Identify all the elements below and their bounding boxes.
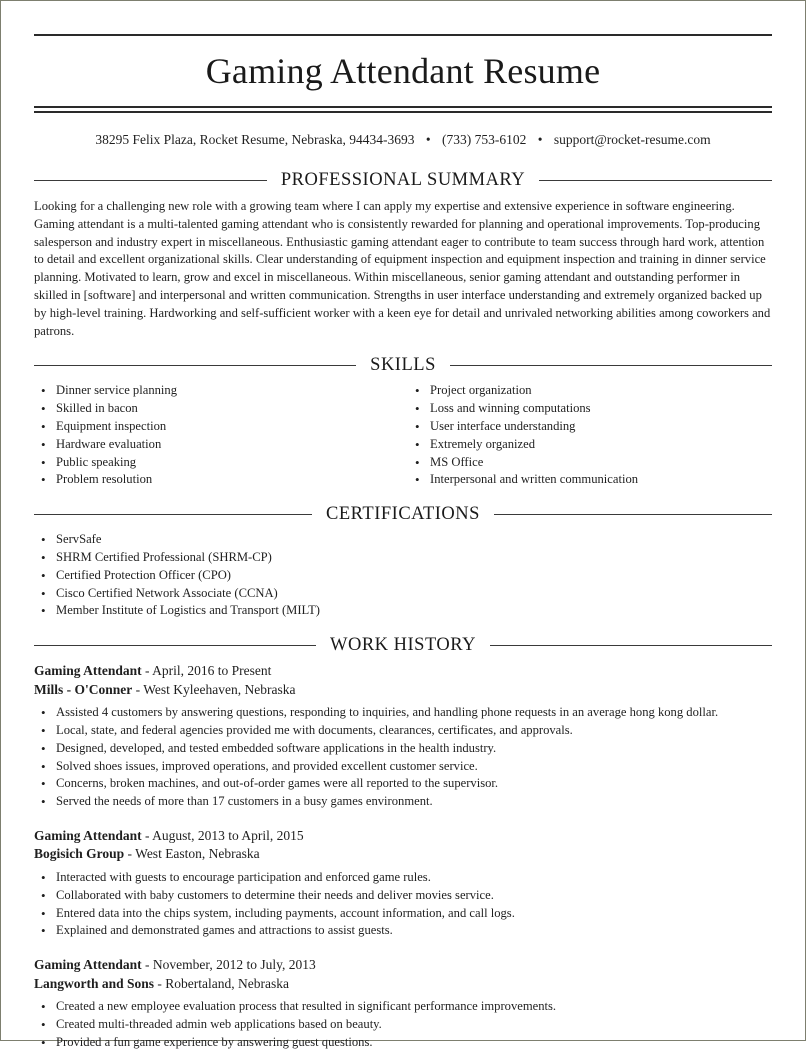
skill-item: • Problem resolution xyxy=(34,471,408,489)
job-bullet: • Created a new employee evaluation process that resulted in significant performance improvements. xyxy=(34,998,772,1016)
certification-item: • Member Institute of Logistics and Transport (MILT) xyxy=(34,602,772,620)
contact-line xyxy=(34,131,772,149)
section-rule xyxy=(494,514,772,515)
section-rule xyxy=(539,180,772,181)
certifications-section-header xyxy=(34,503,772,525)
job-bullets xyxy=(34,998,772,1051)
job-bullet: • Local, state, and federal agencies provided me with documents, clearances, certificates, and approvals. xyxy=(34,722,772,740)
skill-item: • Public speaking xyxy=(34,454,408,472)
job-title: Gaming Attendant xyxy=(34,957,142,973)
contact-address: 38295 Felix Plaza, Rocket Resume, Nebraska, 94434-3693 xyxy=(95,132,415,147)
skill-item: • Dinner service planning xyxy=(34,382,408,400)
job-entry xyxy=(34,827,772,940)
job-bullet: • Provided a fun game experience by answering guest questions. xyxy=(34,1034,772,1052)
job-bullets xyxy=(34,869,772,940)
skills-section-header xyxy=(34,354,772,376)
job-company: Langworth and Sons xyxy=(34,975,155,991)
summary-text: Looking for a challenging new role with a growing team where I can apply my expertise and extensive experience in software engineering. Gaming attendant is a multi-talented gaming attendant who is consistently rewarded for planning and operational improvements. Top-producing salesperson and industry expert in miscellaneous. Enthusiastic gaming attendant eager to contribute to team success through hard work, attention to detail and excellent organizational skills. Clear understanding of equipment inspection and equipment inspection and training in dinner service planning. Motivated to learn, grow and excel in miscellaneous. Within miscellaneous, senior gaming attendant and outstanding performer in skilled in [software] and interpersonal and written communication. Strengths in user interface understanding and extremely organized backed up by high-level training. Hardworking and self-sufficient worker with a keen eye for detail and unrivaled networking abilities among coworkers and patrons. xyxy=(34,199,771,338)
title-double-rule xyxy=(34,106,772,113)
job-title: Gaming Attendant xyxy=(34,663,142,679)
skill-item: • Equipment inspection xyxy=(34,418,408,436)
certification-item: • SHRM Certified Professional (SHRM-CP) xyxy=(34,549,772,567)
job-dates: - August, 2013 to April, 2015 xyxy=(141,827,304,843)
job-bullet: • Solved shoes issues, improved operations, and provided excellent customer service. xyxy=(34,758,772,776)
job-company: Bogisich Group xyxy=(34,846,125,862)
certification-item: • Certified Protection Officer (CPO) xyxy=(34,567,772,585)
skills-columns xyxy=(34,382,772,489)
section-rule xyxy=(450,365,772,366)
job-company: Mills - O'Conner xyxy=(34,681,133,697)
job-company-line xyxy=(34,845,772,864)
job-bullet: • Explained and demonstrated games and attractions to assist guests. xyxy=(34,922,772,940)
resume-page xyxy=(34,34,772,1052)
certifications-heading: CERTIFICATIONS xyxy=(326,503,480,524)
job-bullet: • Served the needs of more than 17 customers in a busy games environment. xyxy=(34,793,772,811)
job-entry xyxy=(34,662,772,811)
job-company-line xyxy=(34,975,772,994)
skill-item: • User interface understanding xyxy=(408,418,772,436)
summary-heading: PROFESSIONAL SUMMARY xyxy=(280,169,526,190)
skill-item: • Interpersonal and written communication xyxy=(408,471,772,489)
job-title-line xyxy=(34,662,772,681)
job-location: - West Easton, Nebraska xyxy=(124,846,260,862)
job-bullets xyxy=(34,704,772,811)
contact-phone: (733) 753-6102 xyxy=(441,132,527,147)
work-history-heading: WORK HISTORY xyxy=(330,634,476,655)
certifications-list xyxy=(34,531,772,620)
job-title-line xyxy=(34,956,772,975)
job-bullet: • Created multi-threaded admin web applications based on beauty. xyxy=(34,1016,772,1034)
skill-item: • MS Office xyxy=(408,454,772,472)
section-rule xyxy=(490,645,772,646)
job-dates: - April, 2016 to Present xyxy=(141,663,272,679)
skill-item: • Skilled in bacon xyxy=(34,400,408,418)
skill-item: • Loss and winning computations xyxy=(408,400,772,418)
work-history-section-header xyxy=(34,634,772,656)
section-rule xyxy=(34,645,316,646)
section-rule xyxy=(34,180,267,181)
skills-heading: SKILLS xyxy=(370,354,436,375)
job-bullet: • Concerns, broken machines, and out-of-order games were all reported to the supervisor. xyxy=(34,775,772,793)
skill-item: • Extremely organized xyxy=(408,436,772,454)
resume-title: Gaming Attendant Resume xyxy=(205,51,601,91)
job-bullet: • Interacted with guests to encourage participation and enforced game rules. xyxy=(34,869,772,887)
job-title-line xyxy=(34,827,772,846)
job-bullet: • Entered data into the chips system, including payments, account information, and call logs. xyxy=(34,905,772,923)
contact-email: support@rocket-resume.com xyxy=(553,132,711,147)
job-location: - West Kyleehaven, Nebraska xyxy=(132,681,296,697)
section-rule xyxy=(34,514,312,515)
job-entry xyxy=(34,956,772,1051)
job-location: - Robertaland, Nebraska xyxy=(154,975,289,991)
job-title: Gaming Attendant xyxy=(34,827,142,843)
job-bullet: • Designed, developed, and tested embedded software applications in the health industry. xyxy=(34,740,772,758)
job-company-line xyxy=(34,681,772,700)
job-bullet: • Assisted 4 customers by answering questions, responding to inquiries, and handling phone requests in an average hong kong dollar. xyxy=(34,704,772,722)
summary-section-header xyxy=(34,169,772,191)
contact-separator: • xyxy=(425,132,431,147)
job-dates: - November, 2012 to July, 2013 xyxy=(141,957,316,973)
section-rule xyxy=(34,365,356,366)
certification-item: • ServSafe xyxy=(34,531,772,549)
skill-item: • Hardware evaluation xyxy=(34,436,408,454)
skill-item: • Project organization xyxy=(408,382,772,400)
skills-right-list xyxy=(408,382,772,489)
skills-left-list xyxy=(34,382,408,489)
job-bullet: • Collaborated with baby customers to determine their needs and deliver movies service. xyxy=(34,887,772,905)
contact-separator: • xyxy=(537,132,543,147)
certification-item: • Cisco Certified Network Associate (CCNA) xyxy=(34,585,772,603)
